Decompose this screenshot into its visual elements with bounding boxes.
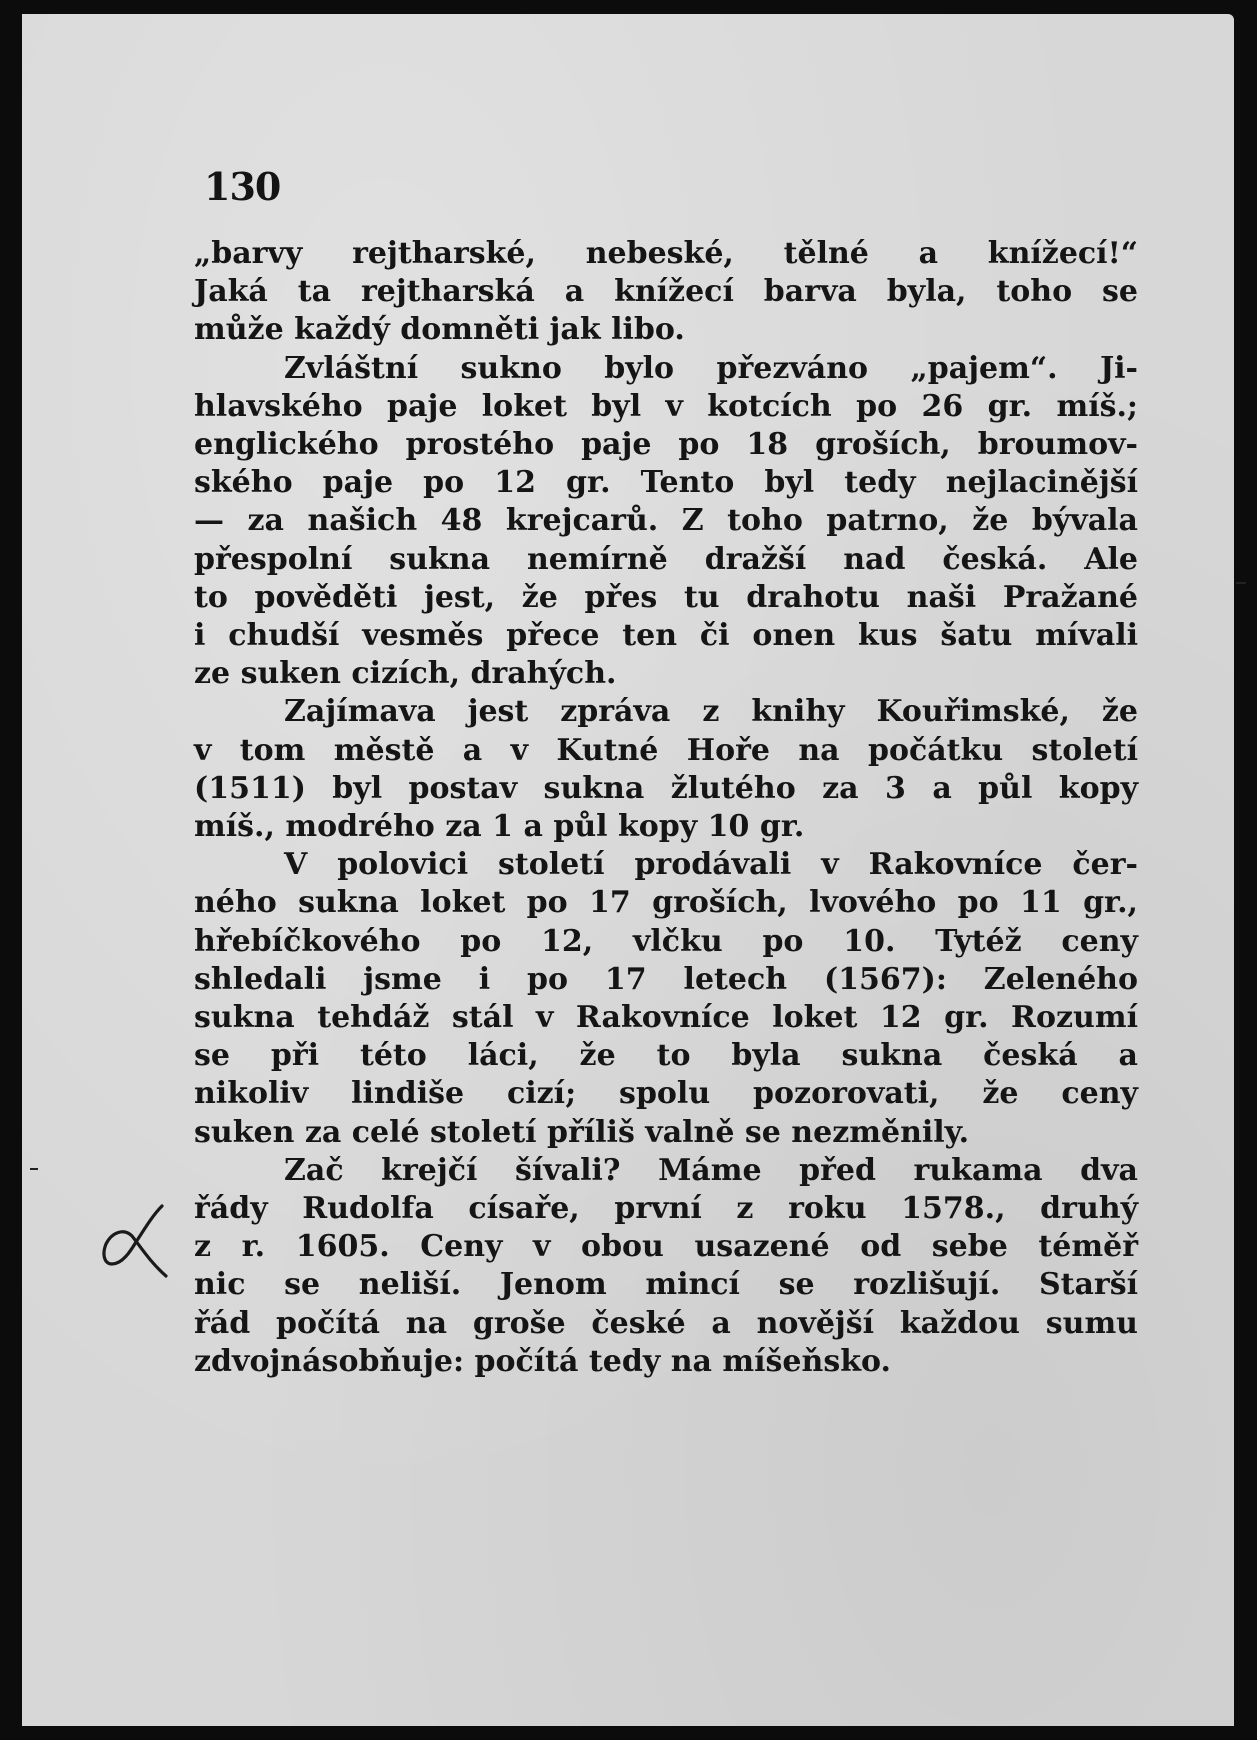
text-line: hlavského paje loket byl v kotcích po 26 gr. míš.; bbox=[194, 388, 1138, 424]
text-line: může každý domněti jak libo. bbox=[194, 312, 685, 348]
edge-mark bbox=[30, 1168, 38, 1170]
text-line: suken za celé století příliš valně se nezměnily. bbox=[194, 1114, 970, 1150]
text-line: to pověděti jest, že přes tu drahotu naši Pražané bbox=[194, 579, 1138, 615]
text-line: shledali jsme i po 17 letech (1567): Zeleného bbox=[194, 961, 1138, 997]
text-line: míš., modrého za 1 a půl kopy 10 gr. bbox=[194, 809, 805, 845]
text-line: nic se neliší. Jenom mincí se rozlišují. Starší bbox=[194, 1267, 1138, 1303]
text-line: Jaká ta rejtharská a knížecí barva byla, toho se bbox=[194, 274, 1138, 310]
text-line: V polovici století prodávali v Rakovníce čer- bbox=[284, 847, 1138, 883]
text-line: sukna tehdáž stál v Rakovníce loket 12 gr. Rozumí bbox=[194, 1000, 1138, 1036]
text-line: ného sukna loket po 17 groších, lvového po 11 gr., bbox=[194, 885, 1138, 921]
text-line: řád počítá na groše české a novější každou sumu bbox=[194, 1305, 1138, 1341]
text-line: i chudší vesměs přece ten či onen kus šatu mívali bbox=[194, 618, 1138, 654]
text-line: ského paje po 12 gr. Tento byl tedy nejlacinější bbox=[194, 465, 1138, 501]
text-line: Zvláštní sukno bylo přezváno „pajem“. Ji- bbox=[284, 350, 1138, 386]
text-line: ze suken cizích, drahých. bbox=[194, 656, 617, 692]
text-line: v tom městě a v Kutné Hoře na počátku století bbox=[194, 732, 1138, 768]
text-line: „barvy rejtharské, nebeské, tělné a knížecí!“ bbox=[194, 236, 1138, 271]
text-line: řády Rudolfa císaře, první z roku 1578., druhý bbox=[194, 1191, 1138, 1227]
text-line: zdvojnásobňuje: počítá tedy na míšeňsko. bbox=[194, 1343, 891, 1379]
text-line: z r. 1605. Ceny v obou usazené od sebe téměř bbox=[194, 1229, 1138, 1265]
book-page bbox=[22, 14, 1234, 1726]
text-line: — za našich 48 krejcarů. Z toho patrno, že bývala bbox=[194, 503, 1138, 539]
page-number: 130 bbox=[204, 164, 281, 209]
text-line: hřebíčkového po 12, vlčku po 10. Tytéž ceny bbox=[194, 923, 1138, 959]
text-line: Zač krejčí šívali? Máme před rukama dva bbox=[284, 1152, 1138, 1188]
text-line: se při této láci, že to byla sukna česká a bbox=[194, 1038, 1138, 1074]
text-line: Zajímava jest zpráva z knihy Kouřimské, že bbox=[284, 694, 1138, 730]
edge-mark bbox=[1236, 582, 1246, 584]
text-line: englického prostého paje po 18 groších, broumov- bbox=[194, 427, 1138, 463]
text-line: nikoliv lindiše cizí; spolu pozorovati, že ceny bbox=[194, 1076, 1138, 1112]
text-line: přespolní sukna nemírně dražší nad česká. Ale bbox=[194, 541, 1138, 577]
alpha-handwritten-mark-icon bbox=[100, 1202, 180, 1282]
text-line: (1511) byl postav sukna žlutého za 3 a půl kopy bbox=[194, 770, 1138, 806]
body-text bbox=[194, 235, 1138, 1381]
